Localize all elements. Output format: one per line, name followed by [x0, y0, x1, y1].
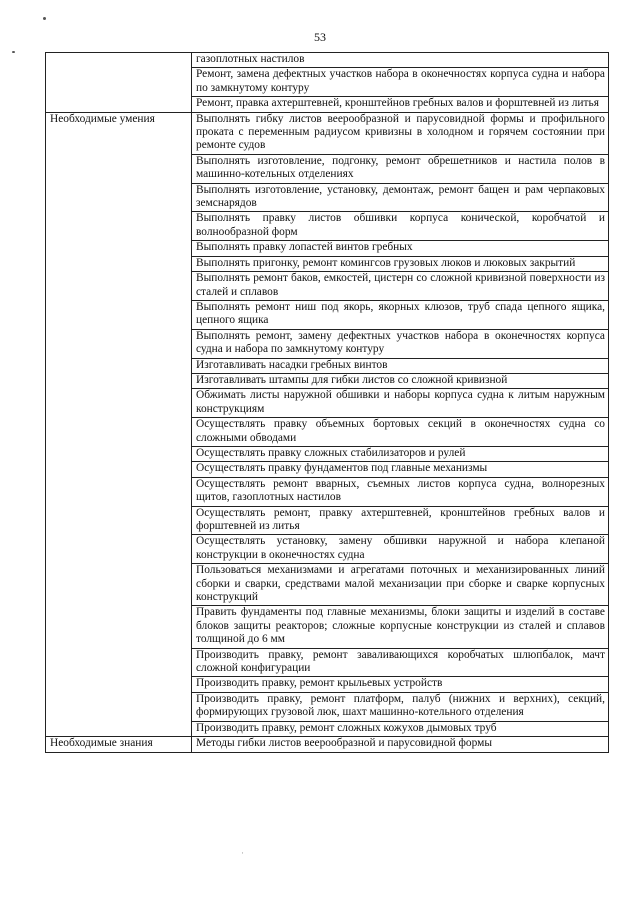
section-label: Необходимые знания	[46, 737, 192, 752]
competency-text: газоплотных настилов	[196, 53, 305, 65]
competency-text: Выполнять изготовление, установку, демонтаж, ремонт бащен и рам черпаковых земснарядов	[196, 183, 605, 210]
competency-text: Осуществлять правку объемных бортовых секций в оконечностях судна со сложными обводами	[196, 418, 605, 444]
competency-text: Методы гибки листов веерообразной и парусовидной формы	[196, 737, 492, 750]
competency-item	[192, 389, 609, 418]
competency-text: Пользоваться механизмами и агрегатами поточных и механизированных линий сборки и сварки, средствами малой механизации при сборке и сварке корпусных конструкций	[196, 564, 605, 604]
competency-item	[192, 68, 609, 97]
competency-text: Править фундаменты под главные механизмы, блоки защиты и изделий в составе блоков защиты реакторов; сложные корпусные конструкции из сталей и сплавов толщиной до 6 мм	[196, 606, 605, 646]
competency-text: Выполнять ремонт ниш под якорь, якорных клюзов, труб спада цепного ящика, цепного ящика	[196, 300, 605, 327]
competency-text: Осуществлять установку, замену обшивки наружной и набора клепаной конструкции в оконечностях судна	[196, 535, 605, 561]
competency-item	[192, 506, 609, 535]
competency-text: Изготавливать насадки гребных винтов	[196, 358, 388, 371]
section-label: Необходимые умения	[46, 112, 192, 736]
competency-item	[192, 97, 609, 112]
competency-text: Выполнять ремонт баков, емкостей, цистерн со сложной кривизной поверхности из сталей и сплавов	[196, 272, 605, 298]
table-row	[46, 53, 609, 68]
competency-text: Изготавливать штампы для гибки листов со сложной кривизной	[196, 373, 508, 386]
competency-text: Осуществлять ремонт вварных, съемных листов корпуса судна, волнорезных щитов, газоплотных настилов	[196, 477, 605, 504]
competency-item	[192, 477, 609, 506]
competency-item	[192, 154, 609, 183]
competency-text: Производить правку, ремонт крыльевых устройств	[196, 677, 443, 690]
competency-text: Производить правку, ремонт сложных кожухов дымовых труб	[196, 721, 497, 734]
competency-item	[192, 446, 609, 461]
table-row	[46, 112, 609, 154]
competency-item	[192, 564, 609, 606]
competency-table	[45, 52, 609, 753]
competency-text: Осуществлять правку фундаментов под главные механизмы	[196, 462, 488, 475]
competency-item	[192, 535, 609, 564]
competency-text: Выполнять правку лопастей винтов гребных	[196, 241, 413, 254]
competency-text: Ремонт, правка ахтерштевней, кронштейнов гребных валов и форштевней из литья	[196, 97, 599, 110]
competency-item	[192, 183, 609, 212]
competency-item	[192, 212, 609, 241]
table-row	[46, 737, 609, 752]
competency-item	[192, 300, 609, 329]
page-number: 53	[314, 30, 326, 44]
competency-item	[192, 241, 609, 256]
competency-item	[192, 692, 609, 721]
competency-text: Осуществлять правку сложных стабилизаторов и рулей	[196, 446, 466, 459]
competency-text: Ремонт, замена дефектных участков набора в оконечностях корпуса судна и набора по замкнутому контуру	[196, 68, 605, 94]
competency-text: Выполнять правку листов обшивки корпуса конической, коробчатой и волнообразной форм	[196, 212, 605, 238]
scan-mark: ·	[241, 848, 244, 858]
section-label	[46, 53, 192, 113]
competency-item	[192, 677, 609, 692]
competency-item	[192, 648, 609, 677]
scan-speck	[43, 17, 46, 20]
competency-item	[192, 721, 609, 736]
competency-text: Обжимать листы наружной обшивки и наборы корпуса судна к литым наружным конструкциям	[196, 389, 605, 415]
competency-text: Производить правку, ремонт платформ, палуб (нижних и верхних), секций, формирующих грузовой люк, шахт машинно-котельного отделения	[196, 692, 605, 719]
competency-text: Выполнять изготовление, подгонку, ремонт обрешетников и настила полов в машинно-котельных отделениях	[196, 154, 605, 181]
competency-item	[192, 329, 609, 358]
competency-text: Производить правку, ремонт заваливающихся коробчатых шлюпбалок, мачт сложной конфигурации	[196, 648, 605, 675]
competency-item	[192, 462, 609, 477]
competency-item	[192, 418, 609, 447]
competency-text: Выполнять гибку листов веерообразной и парусовидной формы и профильного проката с переменным радиусом кривизны в холодном и горячем состоянии при ремонте судов	[196, 112, 605, 152]
competency-item	[192, 737, 609, 752]
competency-text: Выполнять ремонт, замену дефектных участков набора в оконечностях корпуса судна и набора по замкнутому контуру	[196, 329, 605, 356]
competency-item	[192, 606, 609, 648]
competency-item	[192, 256, 609, 271]
scan-speck	[12, 51, 15, 53]
competency-item	[192, 358, 609, 373]
competency-item	[192, 53, 609, 68]
competency-text: Выполнять пригонку, ремонт комингсов грузовых люков и люковых закрытий	[196, 256, 576, 269]
competency-text: Осуществлять ремонт, правку ахтерштевней, кронштейнов гребных валов и форштевней из литья	[196, 506, 605, 532]
competency-item	[192, 373, 609, 388]
competency-item	[192, 272, 609, 301]
competency-item	[192, 112, 609, 154]
